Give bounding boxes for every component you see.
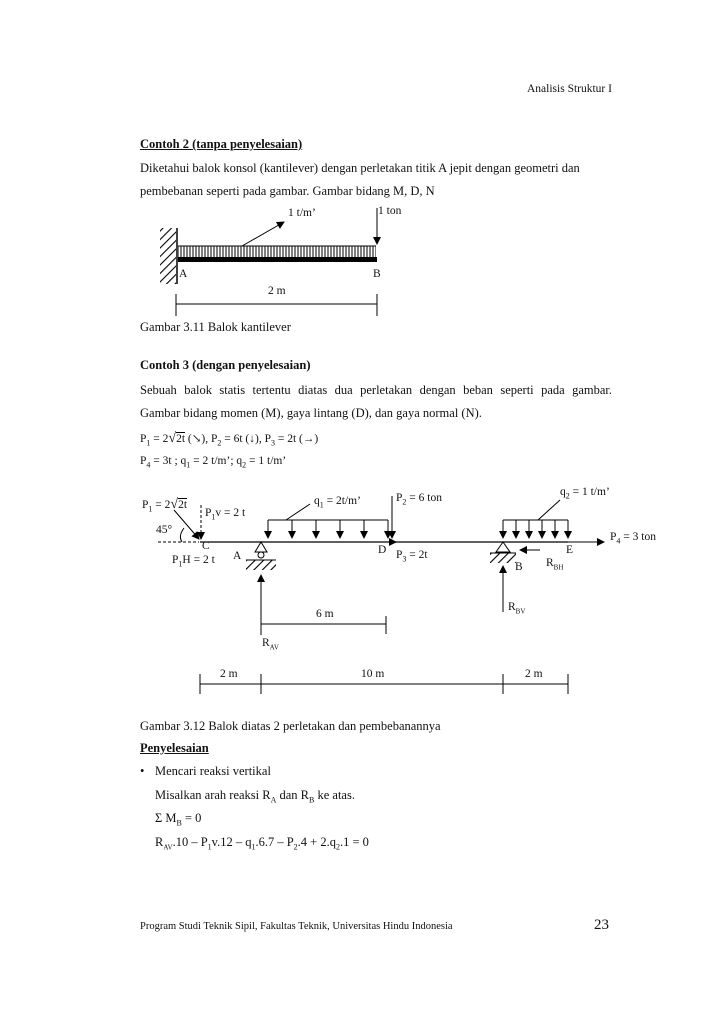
label-point-a: A (179, 268, 188, 280)
heading-penyelesaian: Penyelesaian (140, 741, 209, 755)
label-dim-10m: 10 m (361, 668, 385, 680)
label-rbh: $R_{BH}$ (546, 557, 564, 572)
angle-arc (180, 528, 184, 542)
footer-text: Program Studi Teknik Sipil, Fakultas Teknik, Universitas Hindu Indonesia (140, 921, 453, 932)
paragraph-line: Gambar bidang momen (M), gaya lintang (D), dan gaya normal (N). (140, 406, 482, 420)
equation-moment-balance: $R_{AV}.10 - P_1v.12 - q_1.6.7 - P_2.4 + 2.q_2.1 = 0$ (155, 835, 369, 852)
support-a-roller (258, 552, 264, 558)
label-p1: $P_1 = 2√2t$ (142, 497, 188, 514)
label-p1h: $P_1H = 2$ t (172, 554, 215, 569)
q1-leader (286, 504, 310, 520)
support-b-ground (490, 553, 516, 563)
running-header: Analisis Struktur I (527, 83, 612, 95)
figure-caption: Gambar 3.12 Balok diatas 2 perletakan dan pembebanannya (140, 719, 441, 733)
paragraph-line: pembebanan seperti pada gambar. Gambar bidang M, D, N (140, 184, 435, 198)
label-dim-6m: 6 m (316, 608, 334, 620)
equation-sum-moment: Σ $M_B = 0$ (155, 811, 202, 828)
heading-contoh-3: Contoh 3 (dengan penyelesaian) (140, 358, 311, 372)
label-span: 2 m (268, 285, 286, 297)
label-angle: 45° (156, 524, 173, 536)
q2-arrows (503, 520, 568, 538)
paragraph-line: Misalkan arah reaksi $R_A$ dan $R_B$ ke atas. (155, 788, 355, 805)
list-item: Mencari reaksi vertikal (155, 764, 271, 778)
page-number: 23 (594, 917, 609, 933)
label-p3: $P_3 = 2t$ (396, 549, 428, 564)
heading-contoh-2: Contoh 2 (tanpa penyelesaian) (140, 137, 303, 151)
load-definition-line-2: $P_4 = 3t$ ; $q_1 = 2$ t/m’; $q_2 = 1$ t/m’ (140, 455, 287, 470)
label-dim-2m-right: 2 m (525, 668, 543, 680)
label-distributed-load: 1 t/m’ (288, 207, 316, 219)
paragraph-line: Sebuah balok statis tertentu diatas dua perletakan dengan beban seperti pada gambar. (140, 383, 612, 397)
q1-arrows (268, 520, 388, 538)
label-p1v: $P_1v = 2$ t (205, 507, 246, 522)
label-dim-2m-left: 2 m (220, 668, 238, 680)
label-point-load: 1 ton (378, 205, 402, 217)
label-point-a: A (233, 550, 242, 562)
support-a-ground (246, 560, 276, 570)
label-p2: $P_2 = 6$ ton (396, 492, 442, 507)
p1-arrow (174, 510, 199, 539)
label-point-b: B (373, 268, 381, 280)
label-q2: $q_2 = 1$ t/m’ (560, 486, 610, 501)
figure-caption: Gambar 3.11 Balok kantilever (140, 320, 291, 334)
bullet-icon: • (140, 764, 145, 778)
label-point-e: E (566, 544, 574, 556)
load-definition-line-1: $P_1 = 2√2t$ (↘), $P_2 = 6t$ (↓), $P_3 = 2t$ (→) (140, 431, 319, 448)
label-p4: $P_4 = 3$ ton (610, 531, 656, 546)
label-q1: $q_1 = 2t/m$’ (314, 495, 361, 510)
label-rbv: $R_{BV}$ (508, 601, 526, 616)
support-a-pin (255, 542, 267, 552)
paragraph-line: Diketahui balok konsol (kantilever) dengan perletakan titik A jepit dengan geometri dan (140, 161, 580, 175)
support-b-pin (496, 542, 510, 552)
label-rav: $R_{AV}$ (262, 637, 279, 652)
q2-leader (538, 500, 560, 520)
label-point-d: D (378, 544, 387, 556)
label-point-c: C (202, 540, 210, 552)
label-point-b: B (515, 561, 523, 573)
